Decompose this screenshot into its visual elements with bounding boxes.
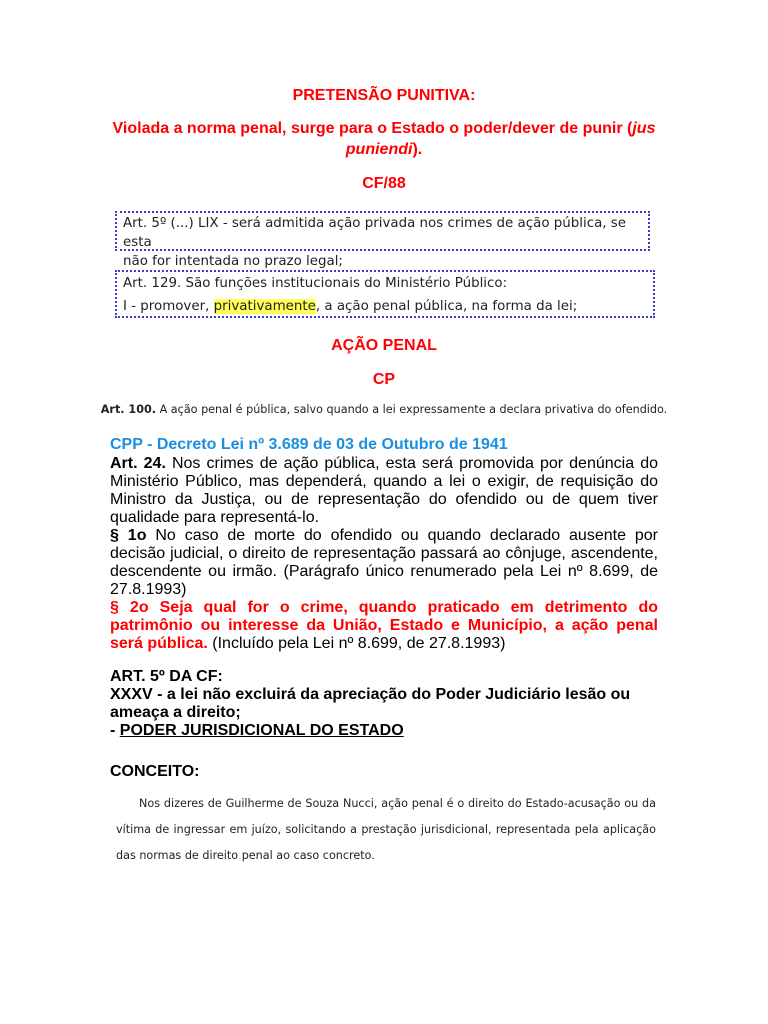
art100-label: Art. 100.	[100, 403, 157, 416]
line2-post: , a ação penal pública, na forma da lei;	[315, 299, 578, 314]
intro-paragraph	[110, 118, 658, 160]
art24-block	[110, 455, 658, 653]
intro-italic: jus puniendi	[345, 120, 656, 158]
art100-text	[0, 403, 768, 416]
p1-body: No caso de morte do ofendido ou quando declarado ausente por decisão judicial, o direito de representação passará ao cônjuge, ascendente, descendente ou irmão. (Parágrafo único renumerado pela Lei nº 8.699, de 27.8.1993)	[110, 527, 658, 598]
quote-box-art5-line1: Art. 5º (...) LIX - será admitida ação privada nos crimes de ação pública, se esta	[123, 216, 626, 250]
page-title: PRETENSÃO PUNITIVA:	[292, 87, 476, 104]
quote-box-art5-line2: não for intentada no prazo legal;	[123, 254, 343, 269]
quote-box-art129-line2	[123, 297, 647, 316]
art100-body: A ação penal é pública, salvo quando a lei expressamente a declara privativa do ofendido.	[156, 403, 668, 416]
line2-pre: I - promover,	[123, 299, 214, 314]
art24-body: Nos crimes de ação pública, esta será promovida por denúncia do Ministério Público, mas dependerá, quando a lei o exigir, de requisição do Ministro da Justiça, ou de representação do ofendido ou de quem tiver qualidade para representá-lo.	[110, 455, 658, 526]
p2-body: (Incluído pela Lei nº 8.699, de 27.8.1993)	[207, 635, 506, 652]
poder-jurisdicional: PODER JURISDICIONAL DO ESTADO	[119, 722, 404, 739]
cf88-heading: CF/88	[362, 175, 406, 192]
cp-heading: CP	[372, 371, 396, 388]
art5-block	[110, 668, 658, 740]
quote-box-art129	[115, 270, 655, 318]
art24-p1	[110, 527, 658, 599]
highlighted-word: privativamente	[213, 299, 316, 314]
conceito-heading: CONCEITO:	[110, 763, 200, 780]
art24-p2	[110, 599, 658, 653]
intro-suffix: ).	[412, 141, 423, 158]
art24-paragraph	[110, 455, 658, 527]
art5-dash: -	[110, 722, 120, 739]
art24-label: Art. 24.	[110, 455, 166, 472]
art5-title: ART. 5º DA CF:	[110, 668, 223, 685]
art5-poder	[110, 722, 658, 740]
quote-box-art5	[115, 211, 650, 269]
conceito-paragraph: Nos dizeres de Guilherme de Souza Nucci, ação penal é o direito do Estado-acusação ou da vítima de ingressar em juízo, solicitando a prestação jurisdicional, representada pela aplicação das normas de direito penal ao caso concreto.	[116, 797, 656, 862]
quote-box-art129-line1: Art. 129. São funções institucionais do Ministério Público:	[123, 276, 508, 291]
p2-red-body: Seja qual for o crime, quando praticado em detrimento do patrimônio ou interesse da União, Estado e Município, a ação penal será pública.	[110, 599, 658, 652]
p1-label: § 1o	[110, 527, 147, 544]
acao-penal-heading: AÇÃO PENAL	[331, 337, 437, 354]
cpp-title: CPP - Decreto Lei nº 3.689 de 03 de Outubro de 1941	[110, 436, 508, 453]
intro-text: Violada a norma penal, surge para o Estado o poder/dever de punir (	[112, 120, 633, 137]
art5-xxxv: XXXV - a lei não excluirá da apreciação do Poder Judiciário lesão ou ameaça a direito;	[110, 686, 631, 721]
p2-label: § 2o	[110, 599, 149, 616]
